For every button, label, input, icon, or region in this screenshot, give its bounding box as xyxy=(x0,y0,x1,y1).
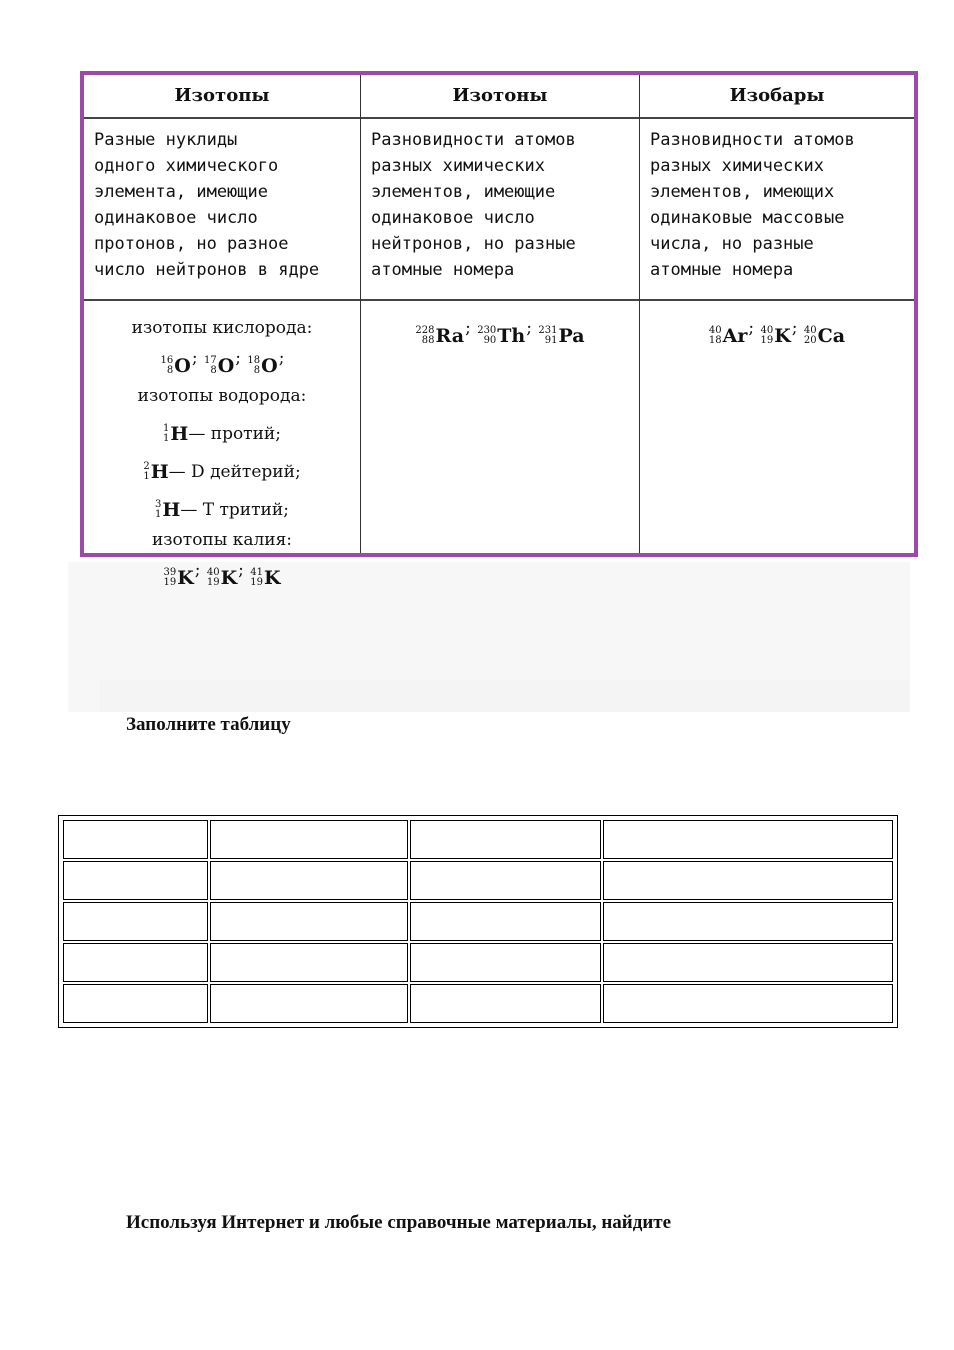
table-cell[interactable] xyxy=(63,984,208,1023)
mass-number: 16 xyxy=(160,355,174,366)
table-cell[interactable] xyxy=(63,902,208,941)
table-cell[interactable] xyxy=(210,984,408,1023)
nuclide-symbol xyxy=(477,321,525,351)
mass-number: 17 xyxy=(203,355,217,366)
atomic-number: 1 xyxy=(163,433,170,444)
header-isotones: Изотоны xyxy=(452,85,548,106)
mass-number: 40 xyxy=(760,325,774,336)
nuclide-symbol xyxy=(155,495,289,525)
table-cell[interactable] xyxy=(210,902,408,941)
atomic-number: 91 xyxy=(544,335,558,346)
column-divider xyxy=(639,75,640,553)
table-cell[interactable] xyxy=(410,820,601,859)
table-row xyxy=(63,820,893,859)
table-cell[interactable] xyxy=(210,943,408,982)
isotope-name: — Т тритий; xyxy=(180,500,289,520)
definition-row xyxy=(84,117,914,301)
atomic-number: 18 xyxy=(708,335,722,346)
nuclide-symbol xyxy=(161,351,191,381)
example-row xyxy=(84,299,914,589)
examples-isotopes xyxy=(84,299,360,589)
element-symbol: Th xyxy=(497,325,526,347)
table-row xyxy=(63,902,893,941)
table-cell[interactable] xyxy=(63,820,208,859)
nuclide-symbol xyxy=(143,457,300,487)
table-cell[interactable] xyxy=(603,902,893,941)
table-cell[interactable] xyxy=(410,984,601,1023)
nuclide-symbol xyxy=(207,563,237,593)
mass-number: 40 xyxy=(803,325,817,336)
atomic-number: 8 xyxy=(210,365,217,376)
mass-number: 2 xyxy=(143,461,150,472)
atomic-number: 20 xyxy=(803,335,817,346)
nuclide-symbol xyxy=(804,321,845,351)
mass-number: 3 xyxy=(155,499,162,510)
hydrogen-isotope-3 xyxy=(84,487,360,525)
table-row xyxy=(63,943,893,982)
mass-number: 40 xyxy=(708,325,722,336)
fill-table-label: Заполните таблицу xyxy=(126,714,291,735)
instruction-text: Используя Интернет и любые справочные материалы, найдите xyxy=(126,1212,672,1233)
potassium-title: изотопы калия: xyxy=(151,530,293,550)
element-symbol: O xyxy=(174,355,191,377)
nuclide-symbol xyxy=(204,351,234,381)
element-symbol: H xyxy=(150,461,169,483)
mass-number: 39 xyxy=(163,567,177,578)
nuclide-symbol xyxy=(709,321,748,351)
nuclide-symbol xyxy=(538,321,584,351)
table-cell[interactable] xyxy=(63,943,208,982)
element-symbol: Ca xyxy=(817,325,846,347)
atomic-number: 19 xyxy=(250,577,263,588)
nuclide-symbol xyxy=(761,321,791,351)
isotope-name: — протий; xyxy=(188,424,281,444)
element-symbol: O xyxy=(217,355,235,377)
mass-number: 18 xyxy=(247,355,261,366)
column-divider xyxy=(360,75,361,553)
element-symbol: K xyxy=(774,325,791,347)
element-symbol: H xyxy=(170,423,189,445)
atomic-number: 19 xyxy=(760,335,774,346)
oxygen-isotopes: 16 8 O ; 17 8 O ; 18 8 O ; xyxy=(84,343,360,381)
mass-number: 231 xyxy=(538,325,558,336)
table-cell[interactable] xyxy=(63,861,208,900)
nuclide-symbol xyxy=(250,563,280,593)
atomic-number: 1 xyxy=(155,509,162,520)
examples-isobars xyxy=(640,299,914,553)
header-row xyxy=(84,75,914,119)
atomic-number: 90 xyxy=(483,335,497,346)
empty-fill-table xyxy=(58,815,898,1028)
atomic-number: 19 xyxy=(163,577,177,588)
nuclide-types-table xyxy=(80,71,918,589)
element-symbol: K xyxy=(177,567,194,589)
mass-number: 1 xyxy=(163,423,170,434)
table-row xyxy=(63,861,893,900)
table-cell[interactable] xyxy=(210,861,408,900)
definition-isobars: Разновидности атомов разных химических элементов, имеющих одинаковые массовые числа, но разные атомные номера xyxy=(650,130,855,280)
atomic-number: 8 xyxy=(253,365,261,376)
element-symbol: H xyxy=(162,499,181,521)
mass-number: 40 xyxy=(206,567,220,578)
table-cell[interactable] xyxy=(410,861,601,900)
atomic-number: 19 xyxy=(206,577,220,588)
element-symbol: O xyxy=(261,355,278,377)
element-symbol: Ra xyxy=(435,325,465,347)
header-isobars: Изобары xyxy=(729,85,825,106)
nuclide-symbol xyxy=(163,563,193,593)
element-symbol: K xyxy=(264,567,281,589)
definition-isotones: Разновидности атомов разных химических элементов, имеющие одинаковое число нейтронов, но разные атомные номера xyxy=(371,130,576,280)
element-symbol: Pa xyxy=(558,325,585,347)
element-symbol: Ar xyxy=(722,325,748,347)
header-isotopes: Изотопы xyxy=(174,85,270,106)
gray-band-lower xyxy=(100,680,910,712)
table-cell[interactable] xyxy=(603,943,893,982)
table-cell[interactable] xyxy=(410,943,601,982)
oxygen-title: изотопы кислорода: xyxy=(131,318,313,338)
mass-number: 230 xyxy=(477,325,497,336)
atomic-number: 8 xyxy=(166,365,174,376)
nuclide-symbol xyxy=(415,321,464,351)
hydrogen-isotope-2 xyxy=(84,449,360,487)
table-cell[interactable] xyxy=(210,820,408,859)
definition-isotopes: Разные нуклиды одного химического элемента, имеющие одинаковое число протонов, но разное число нейтронов в ядре xyxy=(94,130,320,280)
examples-isotones xyxy=(361,299,639,553)
nuclide-symbol xyxy=(163,419,281,449)
table-row xyxy=(63,984,893,1023)
potassium-isotopes: 39 19 K ; 40 19 K ; 41 19 K xyxy=(84,555,360,593)
isotope-name: — D дейтерий; xyxy=(168,462,301,482)
mass-number: 228 xyxy=(415,325,435,336)
table-cell[interactable] xyxy=(603,861,893,900)
element-symbol: K xyxy=(220,567,238,589)
mass-number: 41 xyxy=(250,567,263,578)
table-cell[interactable] xyxy=(410,902,601,941)
hydrogen-title: изотопы водорода: xyxy=(137,386,307,406)
table-cell[interactable] xyxy=(603,820,893,859)
table-cell[interactable] xyxy=(603,984,893,1023)
atomic-number: 1 xyxy=(143,471,150,482)
isobar-list: 40 18 Ar ; 40 19 K ; 40 20 Ca xyxy=(640,313,914,351)
nuclide-symbol xyxy=(247,351,277,381)
hydrogen-isotope-1 xyxy=(84,411,360,449)
atomic-number: 88 xyxy=(421,335,435,346)
isotone-list: 228 88 Ra ; 230 90 Th ; 231 91 Pa xyxy=(361,313,639,351)
